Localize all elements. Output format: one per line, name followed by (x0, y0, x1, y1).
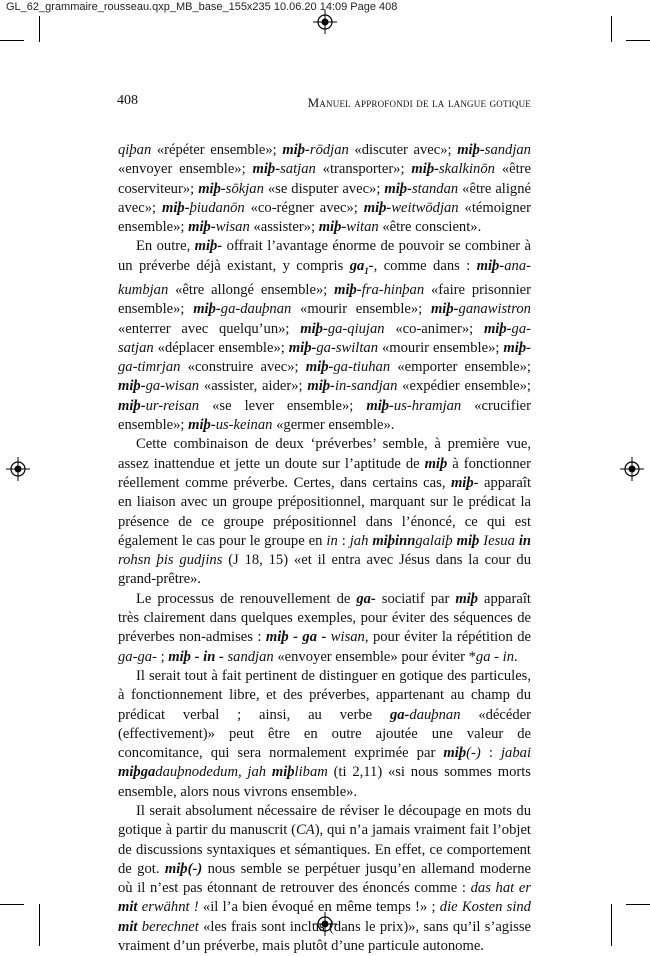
gothic-term: miþ- (118, 378, 146, 395)
text-run: «envoyer ensemble»; (118, 161, 253, 178)
gothic-term: miþ(-) (164, 860, 203, 877)
gothic-term: ur-reisan (145, 397, 200, 414)
text-run: Il serait tout à fait pertinent de distinguer en gotique des particules, à fonctionnement libre, et des préverbes, appartenant au champ du prédicat verbal ; ainsi, au verbe (118, 667, 531, 723)
gothic-term: miþ- (503, 339, 531, 356)
text-run: «envoyer ensemble» pour éviter * (273, 648, 476, 665)
gothic-term: CA (296, 822, 315, 839)
text-run: «mourir ensemble»; (291, 301, 431, 318)
gothic-term: dauþnan (409, 706, 461, 723)
gothic-term: ga-tiuhan (333, 359, 391, 376)
gothic-term: sandjan (223, 648, 274, 665)
gothic-term: jah (349, 532, 373, 549)
gothic-term: miþ- (411, 161, 439, 178)
gothic-term: miþ- (300, 320, 328, 337)
gothic-term: standan (411, 180, 459, 197)
paragraph (118, 141, 531, 237)
gothic-term: miþ- (282, 142, 310, 158)
crop-mark-top-left-h (0, 40, 24, 41)
registration-mark-left (6, 457, 30, 481)
gothic-term: us-hramjan (393, 397, 462, 414)
text-run: : (480, 745, 501, 762)
crop-mark-top-right (611, 16, 612, 42)
gothic-term: fra-hinþan (361, 281, 425, 298)
text-run: Cette combinaison de deux ‘préverbes’ semble, à première vue, assez inattendue et jette un doute sur l’aptitude de (118, 436, 531, 472)
text-run: , comme dans : (373, 257, 477, 274)
text-run: à fonctionner réellement comme préverbe. Certes, dans certains cas, (118, 455, 531, 491)
gothic-term: rohsn þis gudjins (118, 552, 223, 569)
gothic-term: us-keinan (215, 417, 273, 434)
paragraph (118, 237, 531, 435)
gothic-term: miþ (443, 745, 467, 762)
text-run: sociatif par (375, 590, 456, 607)
gothic-term: Iesua (479, 532, 519, 549)
gothic-term: ga-swiltan (316, 339, 378, 356)
crop-mark-bottom-right (611, 904, 612, 946)
gothic-term: - (368, 257, 374, 274)
paragraph (118, 802, 531, 956)
gothic-term: miþ - ga - (265, 629, 327, 646)
gothic-term: ga-dauþnan (220, 301, 292, 318)
page-number: 408 (117, 93, 138, 108)
text-run: «expédier ensemble»; (397, 378, 531, 395)
gothic-term: (-) (466, 745, 481, 762)
gothic-term: in (326, 532, 338, 549)
text-run: «germer ensemble». (272, 417, 395, 434)
text-run: «il l’a bien évoqué en même temps !» ; (198, 899, 440, 916)
gothic-term: miþ- (307, 378, 335, 395)
gothic-term: miþ- (252, 161, 281, 178)
text-run: «répéter ensemble»; (151, 142, 283, 158)
gothic-term: qiþan (118, 142, 152, 158)
gothic-term: miþ - in - (168, 648, 224, 665)
text-run: ), qui n’a jamais vraiment fait l’objet de discussions syntaxiques et sémantiques. En effet, ce comportement de got. (118, 822, 531, 877)
text-run: (ti 2,11) «si nous sommes morts ensemble, alors nous vivrons ensemble». (118, 764, 531, 800)
gothic-term: þiudanōn (189, 199, 245, 216)
print-slug: GL_62_grammaire_rousseau.qxp_MB_base_155x235 10.06.20 14:09 Page 408 (6, 1, 398, 13)
text-run: «mourir ensemble»; (378, 339, 504, 356)
text-run: «se lever ensemble»; (199, 397, 367, 414)
gothic-term: miþ- (162, 199, 190, 216)
gothic-term: miþ- (305, 359, 334, 376)
text-run: «décéder (effectivement)» peut être en outre ajoutée une valeur de concomitance, qui sera normalement exprimée par (118, 706, 531, 762)
gothic-term: miþ- (366, 397, 394, 414)
gothic-term: wisan (215, 219, 250, 236)
gothic-term: miþ- (334, 281, 362, 298)
text-run: Le processus de renouvellement de (136, 590, 357, 607)
gothic-term: ga - in (475, 648, 515, 665)
crop-mark-top-left (39, 16, 40, 42)
text-run: nous semble se perpétuer jusqu’en allemand moderne où il n’est pas étonnant de retrouver des énoncés comme : (118, 860, 531, 897)
gothic-term: miþ- (188, 219, 216, 236)
text-run: «co-régner avec»; (244, 199, 364, 216)
crop-mark-bottom-left (39, 904, 40, 946)
gothic-term: miþ- (483, 320, 512, 337)
gothic-term: miþ- (318, 219, 347, 236)
gothic-term: mit (118, 918, 138, 935)
gothic-term: ga (349, 257, 365, 274)
subscript-run: 1 (364, 265, 369, 276)
gothic-term: miþ- (288, 339, 317, 356)
gothic-term: berechnet (137, 918, 199, 935)
text-run: «discuter avec»; (348, 142, 458, 158)
gothic-term: ga-qiujan (327, 320, 385, 337)
gothic-term: miþ (456, 532, 480, 549)
gothic-term: witan (346, 219, 379, 236)
gothic-term: miþ (455, 590, 479, 607)
gothic-term: miþ- (188, 417, 216, 434)
gothic-term: miþ- (363, 199, 392, 216)
text-run: - apparaît en liaison avec un groupe prépositionnel, marquant sur le prédicat la présence de ce groupe prépositionnel dans l’énoncé, ce qui est également le cas pour le groupe en (118, 474, 531, 549)
running-head: Manuel approfondi de la langue gotique (307, 95, 531, 110)
text-run: «assister, aider»; (199, 378, 308, 395)
text-run: «être coserviteur»; (118, 161, 531, 197)
gothic-term: in-sandjan (334, 378, 398, 395)
gothic-term: erwähnt ! (137, 899, 199, 916)
gothic-term: ana-kumbjan (118, 257, 531, 298)
crop-mark-bottom-right-h (626, 904, 650, 905)
gothic-term: sandjan (484, 142, 531, 158)
text-run: «crucifier ensemble»; (118, 397, 531, 434)
gothic-term: miþ- (457, 142, 485, 158)
gothic-term: miþ (271, 764, 295, 781)
text-run: «être aligné avec»; (118, 180, 531, 216)
text-run: «être allongé ensemble»; (168, 281, 335, 298)
gothic-term: miþ- (118, 397, 146, 414)
gothic-term: libam (294, 764, 328, 781)
paragraph (118, 667, 531, 802)
text-run: «être conscient». (378, 219, 482, 236)
gothic-term: ga-ga- (118, 648, 157, 665)
gothic-term: ga- (389, 706, 410, 723)
gothic-term: weitwōdjan (391, 199, 459, 216)
gothic-term: galaiþ (415, 532, 457, 549)
gothic-term: wisan (326, 629, 365, 646)
text-run: ; (156, 648, 169, 665)
gothic-term: miþ (450, 474, 474, 491)
gothic-term: rōdjan (309, 142, 349, 158)
gothic-term: ga-wisan (145, 378, 200, 395)
gothic-term: miþ- (193, 301, 221, 318)
text-run: «se disputer avec»; (263, 180, 385, 197)
gothic-term: das hat er (470, 880, 531, 897)
text-run: (J 18, 15) «et il entra avec Jésus dans la cour du grand-prêtre». (118, 552, 531, 588)
text-run: «faire prisonnier ensemble»; (118, 281, 531, 318)
paragraph (118, 435, 531, 589)
body-text (118, 141, 531, 956)
text-run: . (514, 648, 518, 665)
text-run: «les frais sont inclus (dans le prix)», sans qu’il s’agisse vraiment d’un préverbe, mais plutôt d’une particule autonome. (118, 918, 531, 955)
text-run: «construire avec»; (180, 359, 306, 376)
text-run: «emporter ensemble»; (390, 359, 531, 376)
crop-mark-bottom-left-h (0, 904, 24, 905)
text-run: «transporter»; (315, 161, 412, 178)
paragraph (118, 590, 531, 667)
text-run: «assister»; (249, 219, 319, 236)
gothic-term: miþ- (430, 301, 459, 318)
gothic-term: ga-satjan (118, 320, 531, 356)
gothic-term: ga-timrjan (118, 359, 181, 376)
gothic-term: ga- (356, 590, 376, 607)
text-run: En outre, (136, 238, 195, 255)
text-run: , pour éviter la répétition de (364, 629, 532, 646)
gothic-term: miþ- (194, 238, 223, 255)
gothic-term: skalkinōn (439, 161, 495, 178)
text-run: Il serait absolument nécessaire de réviser le découpage en mots du gotique à partir du manuscrit ( (118, 803, 531, 839)
gothic-term: miþinn (372, 532, 416, 549)
gothic-term: miþ (424, 455, 448, 472)
registration-mark-top (313, 10, 337, 34)
text-run: «témoigner ensemble»; (118, 199, 531, 236)
gothic-term: jabai (501, 745, 531, 762)
registration-mark-right (620, 457, 644, 481)
text-run: «enterrer avec quelqu’un»; (118, 320, 301, 337)
gothic-term: mit (118, 899, 138, 916)
gothic-term: miþ- (476, 257, 505, 274)
text-run: : (337, 532, 350, 549)
text-run: offrait l’avantage énorme de pouvoir se combiner à un préverbe déjà existant, y compris (118, 238, 531, 274)
gothic-term: ganawistron (458, 301, 531, 318)
crop-mark-top-right-h (626, 40, 650, 41)
gothic-term: miþga (118, 764, 156, 781)
text-run: apparaît très clairement dans quelques exemples, pour éviter des séquences de préverbes non-admises : (118, 590, 531, 646)
gothic-term: miþ- (384, 180, 412, 197)
gothic-term: miþ- (198, 180, 226, 197)
gothic-term: die Kosten sind (439, 899, 531, 916)
text-run: «déplacer ensemble»; (153, 339, 289, 356)
gothic-term: in (518, 532, 531, 549)
gothic-term: satjan (280, 161, 316, 178)
text-run: «co-animer»; (384, 320, 484, 337)
gothic-term: sōkjan (225, 180, 264, 197)
gothic-term: dauþnodedum, jah (155, 764, 272, 781)
